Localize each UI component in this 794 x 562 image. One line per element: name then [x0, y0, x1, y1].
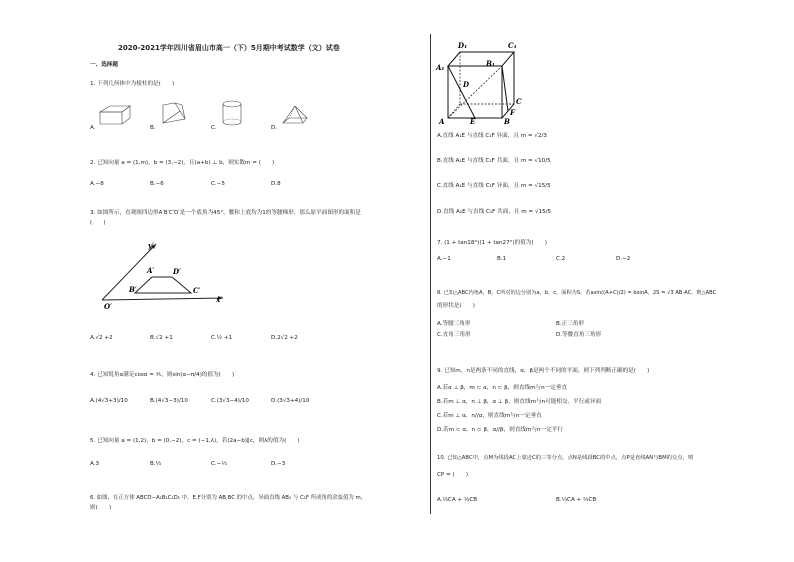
q2-option-d: D.8: [271, 181, 281, 187]
cube-label-a: A: [439, 117, 445, 126]
question-8-line-2: 的形状是( ): [437, 303, 475, 309]
question-6-line-2: 则( ): [90, 505, 112, 511]
q6-option-c: C.直线 A₁E 与直线 C₁F 异面，且 m = √15/5: [437, 183, 551, 189]
q8-option-d: D.等腰直角三角形: [556, 332, 602, 338]
question-4: 4. 已知锐角α满足cosα = ⅗，则sin(α−π/4)的值为( ): [90, 372, 235, 378]
cube-label-a1: A₁: [436, 63, 445, 72]
section-heading: 一、选择题: [90, 62, 118, 68]
q1-option-b: B.: [150, 125, 156, 131]
q2-option-c: C.−5: [211, 181, 225, 187]
cube-label-e: E: [470, 117, 476, 126]
q1-option-d: D.: [271, 125, 278, 131]
question-3-line-2: ( ): [90, 220, 106, 226]
q9-option-b: B.若m ⊥ α，n ⊥ β，α ⊥ β，则直线m与n可能相交、平行或异面: [437, 399, 602, 405]
question-10-line-2: CP = ( ): [437, 472, 469, 478]
cube-label-b: B: [504, 117, 510, 126]
q10-option-b: B.⅓CA + ⅔CB: [556, 497, 597, 503]
question-7: 7. (1 + tan18°)(1 + tan27°)的值为( ): [437, 240, 547, 246]
q5-option-b: B.⅓: [150, 461, 162, 467]
q3-option-d: D.2√2 +2: [271, 335, 298, 341]
question-5: 5. 已知向量 a = (1,2)，b = (0,−2)，c = (−1,λ)，若(2a−b)∥c，则λ的值为( ): [90, 438, 300, 444]
q5-option-c: C.−⅓: [211, 461, 227, 467]
q3-option-a: A.√2 +2: [90, 335, 113, 341]
q7-option-d: D.−2: [616, 256, 631, 262]
q1-option-a: A.: [90, 125, 96, 131]
q3-option-b: B.√2 +1: [150, 335, 173, 341]
q7-option-c: C.2: [556, 256, 566, 262]
q1-figure-a: [96, 104, 136, 126]
page-title: 2020-2021学年四川省眉山市高一（下）5月期中考试数学（文）试卷: [118, 44, 340, 52]
q7-option-b: B.1: [497, 256, 507, 262]
question-9: 9. 已知m，n是两条不同的直线，α，β是两个不同的平面，则下列判断正确的是( ): [437, 368, 650, 374]
question-10-line-1: 10. 已知△ABC中，点M为线段AC上靠近C的三等分点，点N是线段BC的中点，点P是直线AN与BM的交点，则: [437, 455, 694, 461]
q3-label-c: C′: [193, 286, 201, 295]
q3-option-c: C.½ +1: [211, 335, 233, 341]
q4-option-c: C.(3√3−4)/10: [211, 398, 249, 404]
question-2: 2. 已知向量 a = (1,m)，b = (3,−2)，且(a+b) ⊥ b，则实数m = ( ): [90, 160, 275, 166]
q2-option-b: B.−6: [150, 181, 164, 187]
question-1: 1. 下列几何体中为棱柱的是( ): [90, 81, 175, 87]
q3-label-x: x′: [216, 295, 223, 304]
q9-option-c: C.若m ⊥ α，n//α，则直线m与n一定垂直: [437, 413, 542, 419]
q4-option-b: B.(4√3−3)/10: [150, 398, 188, 404]
q3-label-b: B′: [129, 285, 137, 294]
cube-label-d1: D₁: [458, 41, 468, 50]
cube-label-d: D: [463, 80, 470, 89]
question-6-line-1: 6. 如图，在正方体 ABCD−A₁B₁C₁D₁ 中，E,F分别为 AB,BC 的中点，异面直线 AB₁ 与 C₁F 所成角的余弦值为 m，: [90, 495, 367, 501]
q4-option-a: A.(4√3+3)/10: [90, 398, 128, 404]
q3-label-d: D′: [173, 267, 181, 276]
q6-option-b: B.直线 A₁E 与直线 C₁F 共面，且 m = √10/5: [437, 158, 551, 164]
q3-label-y: y′: [148, 241, 154, 250]
q1-figure-b: [160, 101, 190, 127]
cube-label-b1: B₁: [486, 59, 495, 68]
q8-option-c: C.直角三角形: [437, 332, 471, 338]
q1-option-c: C.: [211, 125, 217, 131]
q6-cube-figure: [436, 38, 526, 124]
cube-label-c1: C₁: [508, 41, 517, 50]
q2-option-a: A.−8: [90, 181, 104, 187]
column-divider: [430, 34, 431, 514]
cube-label-f: F: [510, 108, 515, 117]
q1-figure-d: [281, 104, 311, 126]
q6-option-d: D.直线 A₁E 与直线 C₁F 共面，且 m = √15/5: [437, 209, 552, 215]
q8-option-a: A.等腰三角形: [437, 321, 471, 327]
q8-option-b: B.正三角形: [556, 321, 584, 327]
cube-label-c: C: [516, 97, 522, 106]
q3-oblique-figure: [96, 236, 236, 311]
question-8-line-1: 8. 已知△ABC内角A，B，C所对的边分别为a，b，c，面积为S，若asin((A+C)/2) = bsinA，2S = √3 AB·AC，则△ABC: [437, 290, 717, 296]
q1-figure-c: [221, 100, 245, 128]
q5-option-a: A.3: [90, 461, 100, 467]
q5-option-d: D.−3: [271, 461, 286, 467]
q10-option-a: A.⅔CA + ⅓CB: [437, 497, 478, 503]
q7-option-a: A.−1: [437, 256, 451, 262]
q6-option-a: A.直线 A₁E 与直线 C₁F 异面，且 m = √2/3: [437, 133, 547, 139]
q4-option-d: D.(3√3+4)/10: [271, 398, 310, 404]
question-3-line-1: 3. 如图所示，直观图四边形A′B′C′D′是一个底角为45°，腰和上底均为1的等腰梯形，那么原平面图形的面积是: [90, 210, 361, 216]
q9-option-d: D.若m ⊂ α，n ⊂ β，α//β，则直线m与n一定平行: [437, 427, 563, 433]
q3-label-o: O′: [104, 302, 112, 311]
q9-option-a: A.若α ⊥ β，m ⊂ α，n ⊂ β，则直线m与n一定垂直: [437, 385, 568, 391]
q3-label-a: A′: [147, 266, 155, 275]
